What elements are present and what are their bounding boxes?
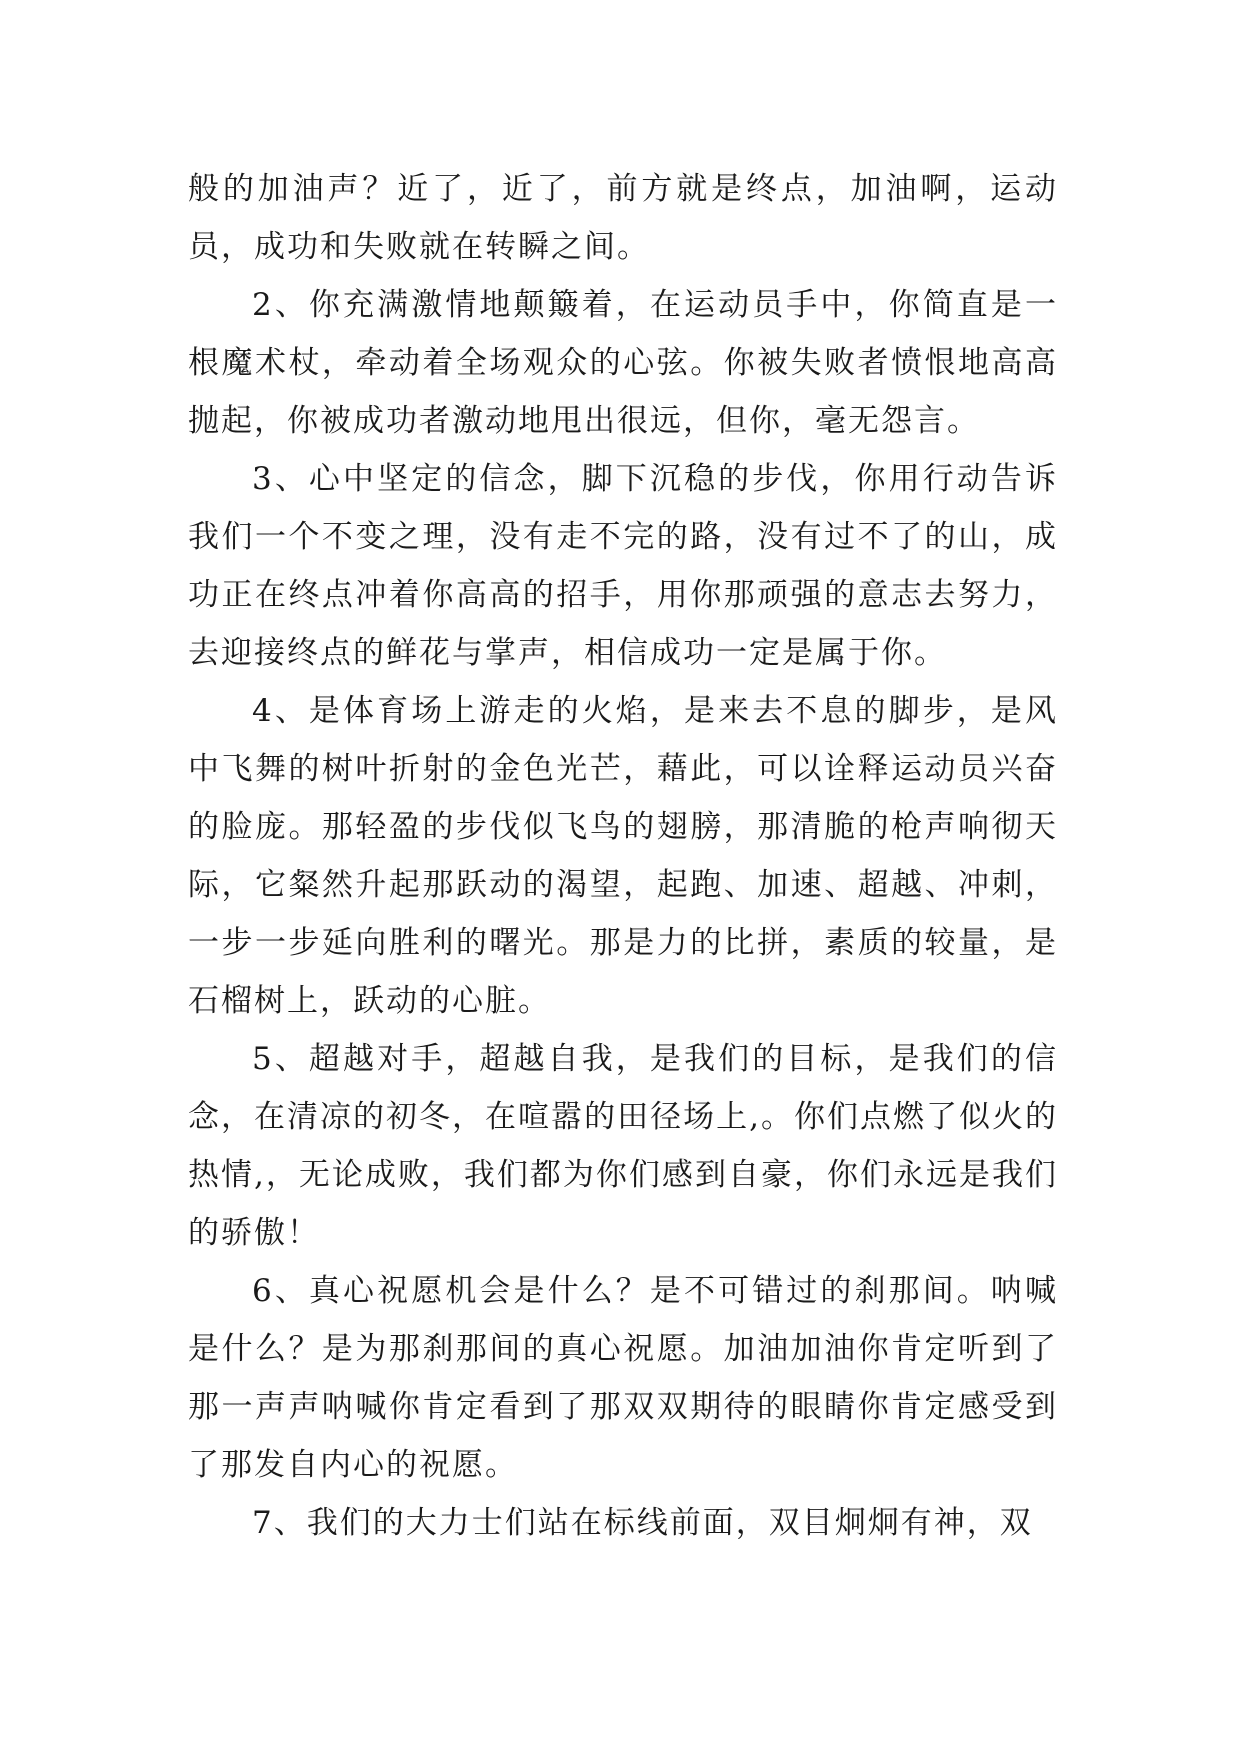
paragraph-item-4: 4、是体育场上游走的火焰，是来去不息的脚步，是风中飞舞的树叶折射的金色光芒，藉此，可以诠释运动员兴奋的脸庞。那轻盈的步伐似飞鸟的翅膀，那清脆的枪声响彻天际，它粲然升起那跃动的渴望，起跑、加速、超越、冲刺，一步一步延向胜利的曙光。那是力的比拼，素质的较量，是石榴树上，跃动的心脏。 xyxy=(188,693,1058,1019)
paragraph-continuation: 般的加油声？近了，近了，前方就是终点，加油啊，运动员，成功和失败就在转瞬之间。 xyxy=(188,171,1058,265)
document-body xyxy=(188,160,1058,1552)
paragraph-item-5: 5、超越对手，超越自我，是我们的目标，是我们的信念，在清凉的初冬，在喧嚣的田径场上,。你们点燃了似火的热情,，无论成败，我们都为你们感到自豪，你们永远是我们的骄傲！ xyxy=(188,1041,1058,1251)
paragraph-item-7: 7、我们的大力士们站在标线前面，双目炯炯有神，双 xyxy=(252,1505,1033,1541)
paragraph-item-3: 3、心中坚定的信念，脚下沉稳的步伐，你用行动告诉我们一个不变之理，没有走不完的路，没有过不了的山，成功正在终点冲着你高高的招手，用你那顽强的意志去努力，去迎接终点的鲜花与掌声，相信成功一定是属于你。 xyxy=(188,461,1058,671)
paragraph-item-6: 6、真心祝愿机会是什么？是不可错过的刹那间。呐喊是什么？是为那刹那间的真心祝愿。加油加油你肯定听到了那一声声呐喊你肯定看到了那双双期待的眼睛你肯定感受到了那发自内心的祝愿。 xyxy=(188,1273,1058,1483)
paragraph-item-2: 2、你充满激情地颠簸着，在运动员手中，你简直是一根魔术杖，牵动着全场观众的心弦。你被失败者愤恨地高高抛起，你被成功者激动地甩出很远，但你，毫无怨言。 xyxy=(188,287,1058,439)
